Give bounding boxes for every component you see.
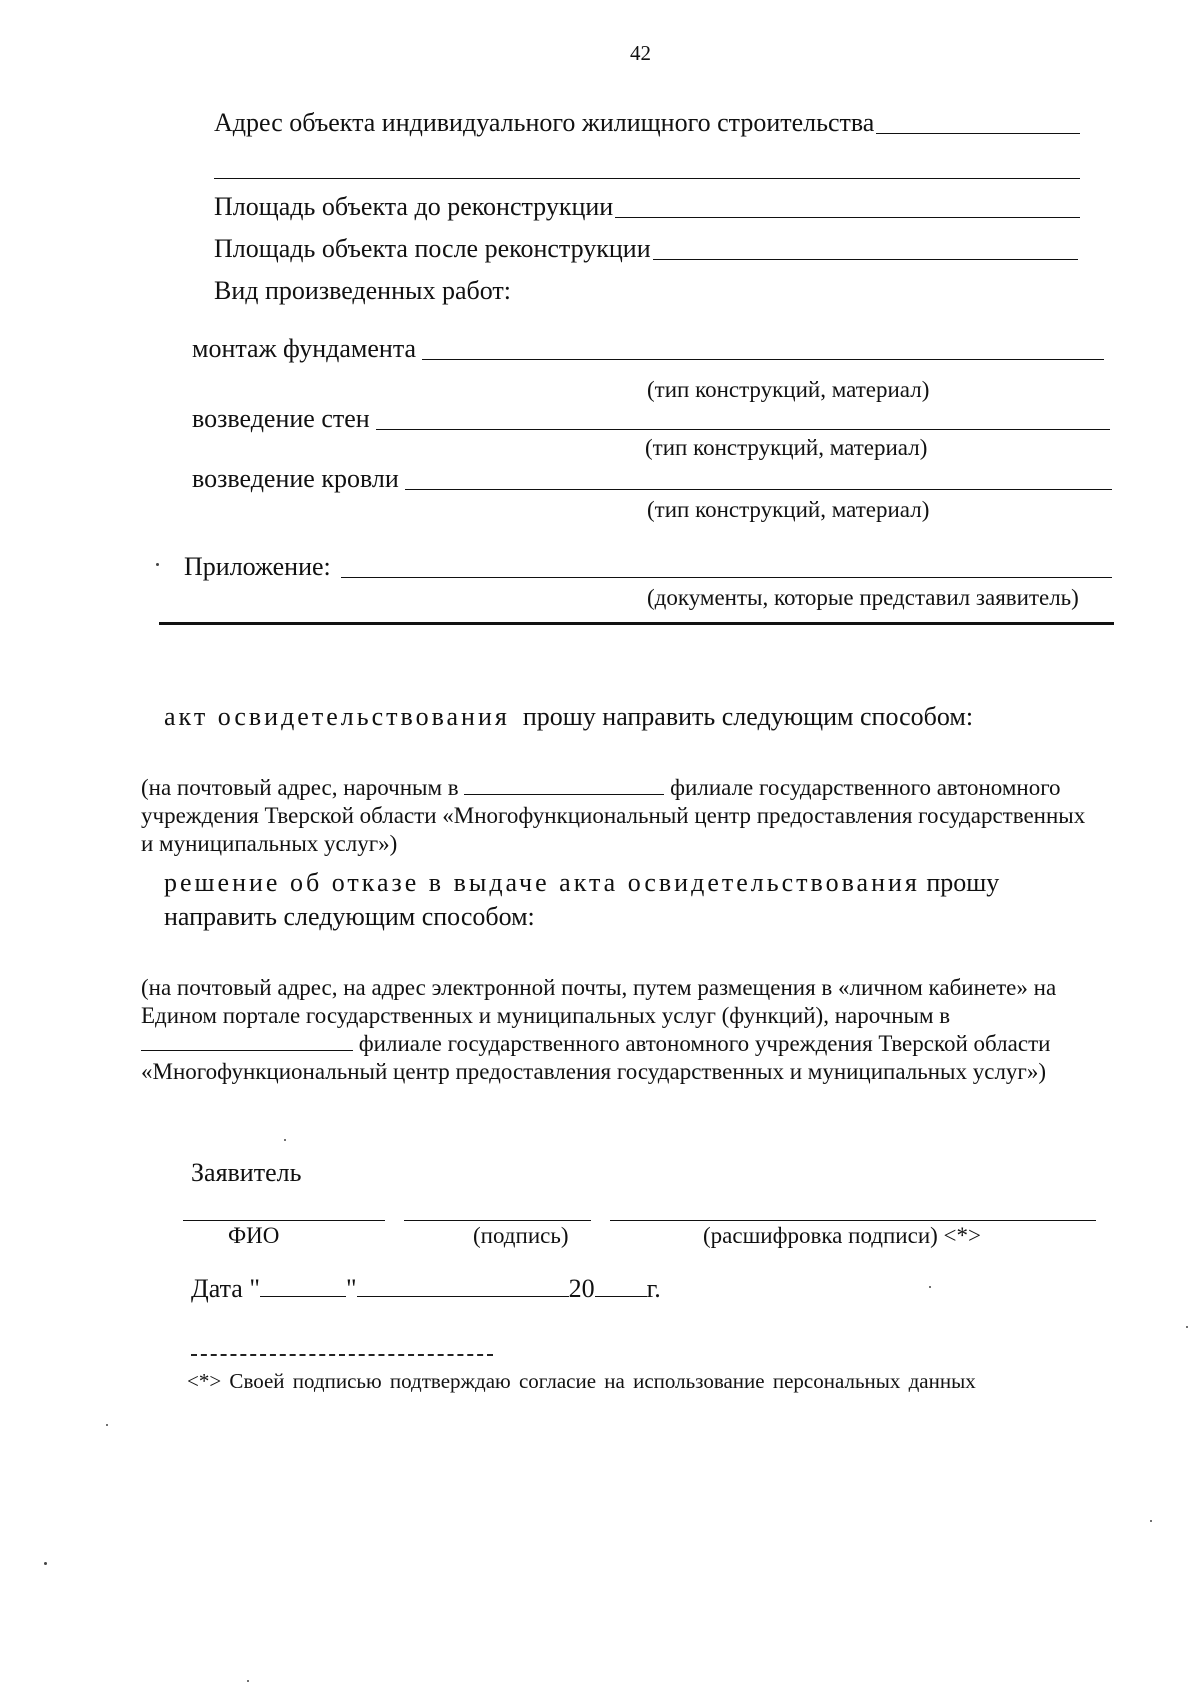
date-label: Дата " — [191, 1274, 260, 1303]
page-number: 42 — [630, 41, 651, 65]
scan-speck — [156, 563, 159, 566]
area-after-row — [214, 234, 1078, 264]
act-delivery-options-line-1 — [141, 774, 1061, 802]
work-row-foundation — [192, 334, 1104, 364]
applicant-label: Заявитель — [191, 1158, 302, 1187]
refusal-delivery-heading — [164, 868, 999, 898]
date-quote: " — [345, 1274, 357, 1303]
work-hint-walls: (тип конструкций, материал) — [645, 435, 928, 460]
act-delivery-options-line-3: и муниципальных услуг») — [141, 831, 398, 856]
scan-speck — [1186, 1326, 1188, 1328]
area-before-field[interactable] — [615, 197, 1080, 218]
work-label-roof: возведение кровли — [192, 464, 399, 493]
attachment-field[interactable] — [341, 557, 1112, 578]
refusal-delivery-options-part3: филиале государственного автономного учреждения Тверской области — [358, 1031, 1051, 1056]
refusal-delivery-options-line-1: (на почтовый адрес, на адрес электронной почты, путем размещения в «личном кабинете» на — [141, 975, 1057, 1000]
decoding-field[interactable] — [610, 1220, 1096, 1221]
refusal-delivery-branch-field[interactable] — [141, 1032, 353, 1051]
refusal-delivery-heading-spaced: решение об отказе в выдаче акта освидетельствования — [164, 868, 920, 897]
date-day-field[interactable] — [260, 1278, 346, 1297]
work-label-walls: возведение стен — [192, 404, 370, 433]
area-after-field[interactable] — [653, 239, 1078, 260]
scan-speck — [929, 1286, 931, 1288]
attachment-hint: (документы, которые представил заявитель) — [647, 585, 1079, 610]
work-row-roof — [192, 464, 1112, 494]
scan-speck — [106, 1424, 108, 1426]
refusal-delivery-options-line-4: «Многофункциональный центр предоставления государственных и муниципальных услуг») — [141, 1059, 1047, 1084]
attachment-label: Приложение: — [184, 552, 331, 581]
signature-label: (подпись) — [473, 1223, 569, 1248]
act-delivery-heading — [164, 702, 973, 732]
area-after-label: Площадь объекта после реконструкции — [214, 234, 651, 263]
work-hint-roof: (тип конструкций, материал) — [647, 497, 930, 522]
work-label-foundation: монтаж фундамента — [192, 334, 417, 363]
works-label: Вид произведенных работ: — [214, 276, 511, 305]
scan-speck — [44, 1562, 47, 1565]
signature-field[interactable] — [404, 1220, 591, 1221]
date-row — [191, 1274, 661, 1304]
area-before-row — [214, 192, 1080, 222]
address-field[interactable] — [876, 113, 1080, 134]
refusal-delivery-options-line-2: Едином портале государственных и муниципальных услуг (функций), нарочным в — [141, 1003, 951, 1028]
scan-speck — [284, 1139, 286, 1141]
scan-speck — [247, 1680, 249, 1682]
address-field-line-2[interactable] — [214, 178, 1080, 179]
fio-field[interactable] — [183, 1220, 385, 1221]
refusal-delivery-heading-rest: прошу — [926, 868, 1000, 897]
date-year-field[interactable] — [595, 1278, 647, 1297]
section-divider — [159, 622, 1114, 625]
decoding-label: (расшифровка подписи) <*> — [703, 1223, 981, 1248]
scan-speck — [1150, 1520, 1152, 1522]
fio-label: ФИО — [228, 1223, 280, 1248]
work-hint-foundation: (тип конструкций, материал) — [647, 377, 930, 402]
act-delivery-branch-field[interactable] — [464, 776, 664, 795]
attachment-row — [184, 552, 1112, 582]
date-suffix: г. — [646, 1274, 661, 1303]
address-label: Адрес объекта индивидуального жилищного строительства — [214, 108, 875, 137]
act-delivery-options-line-2: учреждения Тверской области «Многофункциональный центр предоставления государственных — [141, 803, 1086, 828]
footnote-text: <*> Своей подписью подтверждаю согласие на использование персональных данных — [187, 1369, 976, 1393]
date-year-prefix: 20 — [568, 1274, 595, 1303]
refusal-delivery-options-line-3 — [141, 1030, 1050, 1058]
act-delivery-heading-rest: прошу направить следующим способом: — [522, 702, 974, 731]
act-delivery-options-part2: филиале государственного автономного — [670, 775, 1061, 800]
area-before-label: Площадь объекта до реконструкции — [214, 192, 614, 221]
act-delivery-options-part1: (на почтовый адрес, нарочным в — [141, 775, 459, 800]
work-field-foundation[interactable] — [422, 339, 1104, 360]
footnote-separator — [191, 1354, 493, 1356]
act-delivery-heading-spaced: акт освидетельствования — [164, 702, 510, 731]
work-row-walls — [192, 404, 1110, 434]
date-month-field[interactable] — [357, 1278, 569, 1297]
refusal-delivery-heading-line-2: направить следующим способом: — [164, 902, 535, 931]
work-field-roof[interactable] — [405, 469, 1112, 490]
work-field-walls[interactable] — [376, 409, 1110, 430]
address-row — [214, 108, 1080, 138]
